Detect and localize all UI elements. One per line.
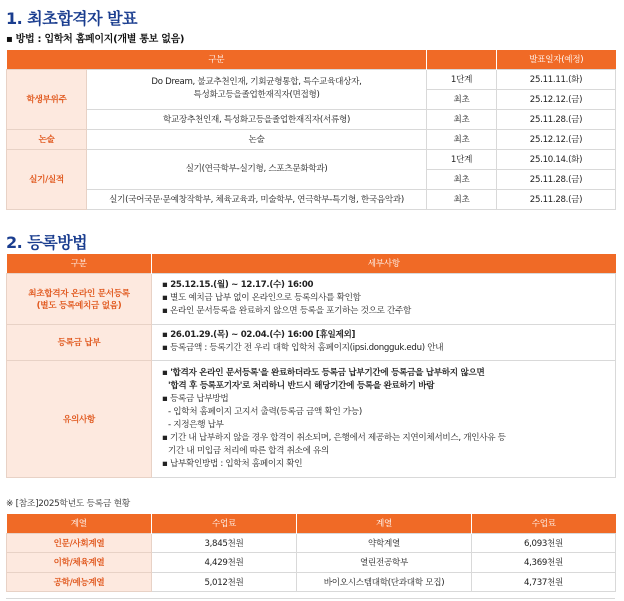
date-cell: 25.11.28.(금) (497, 109, 616, 129)
table-row (7, 149, 616, 169)
detail-line: ▪ 26.01.29.(목) ~ 02.04.(수) 16:00 [휴일제외] (162, 330, 356, 340)
registration-table (6, 254, 616, 478)
table-row (7, 129, 616, 149)
stage-cell: 최초 (427, 89, 497, 109)
date-cell: 25.11.28.(금) (497, 169, 616, 189)
field-cell: 바이오시스템대학(단과대학 모집) (297, 572, 472, 592)
fees-table (6, 514, 616, 592)
table-row (7, 553, 616, 573)
stage-cell: 최초 (427, 129, 497, 149)
detail-line: '합격 후 등록포기자'로 처리하니 반드시 해당기간에 등록을 완료하기 바람 (168, 380, 435, 391)
table-header-row (7, 254, 616, 273)
tuition-cell: 4,429천원 (152, 553, 297, 573)
tuition-cell: 3,845천원 (152, 533, 297, 553)
table-row (7, 572, 616, 592)
detail-line: 기간 내 미입금 처리에 따른 합격 취소에 유의 (168, 445, 330, 456)
tuition-cell: 4,737천원 (472, 572, 616, 592)
category-cell: 학생부위주 (7, 69, 87, 129)
date-cell: 25.11.28.(금) (497, 189, 616, 209)
date-cell: 25.10.14.(화) (497, 149, 616, 169)
table-header-row (7, 50, 616, 69)
tuition-cell: 4,369천원 (472, 553, 616, 573)
detail-line: - 입학처 홈페이지 고지서 출력(등록금 금액 확인 가능) (168, 406, 362, 417)
table-row (7, 533, 616, 553)
table-row (7, 109, 616, 129)
field-cell: 공학/예능계열 (7, 572, 152, 592)
announcement-table (6, 50, 616, 210)
header-category: 구분 (7, 254, 152, 273)
detail-line: ▪ 25.12.15.(월) ~ 12.17.(수) 16:00 (162, 280, 314, 290)
details-cell (152, 324, 616, 360)
table-row (7, 360, 616, 477)
admission-type-line: 특성화고등을졸업한재직자(면접형) (193, 90, 320, 100)
section-title-announcement: 1. 최초합격자 발표 (6, 9, 138, 28)
tuition-cell: 6,093천원 (472, 533, 616, 553)
detail-line: ▪ 온라인 문서등록을 완료하지 않으면 등록을 포기하는 것으로 간주함 (162, 306, 412, 316)
admission-type-cell: 논술 (87, 129, 427, 149)
table-row (7, 324, 616, 360)
detail-line: ▪ 별도 예치금 납부 없이 온라인으로 등록의사를 확인함 (162, 293, 361, 303)
detail-line: ▪ 기간 내 납부하지 않을 경우 합격이 취소되며, 은행에서 제공하는 지연이체서비스, 개인사유 등 (162, 432, 506, 443)
admission-type-cell (87, 69, 427, 109)
field-cell: 이학/체육계열 (7, 553, 152, 573)
stage-cell: 1단계 (427, 69, 497, 89)
admission-type-line: Do Dream, 불교추천인재, 기회균형통합, 특수교육대상자, (151, 77, 362, 87)
date-cell: 25.12.12.(금) (497, 129, 616, 149)
field-cell: 약학계열 (297, 533, 472, 553)
header-tuition: 수업료 (472, 514, 616, 533)
table-row (7, 69, 616, 89)
stage-cell: 최초 (427, 169, 497, 189)
header-category: 구분 (7, 50, 427, 69)
fees-reference-note: ※ [참조]2025학년도 등록금 현황 (6, 499, 130, 509)
category-cell (7, 273, 152, 324)
table-header-row (7, 514, 616, 533)
header-field: 계열 (7, 514, 152, 533)
date-cell: 25.11.11.(화) (497, 69, 616, 89)
details-cell (152, 360, 616, 477)
header-date: 발표일자(예정) (497, 50, 616, 69)
field-cell: 인문/사회계열 (7, 533, 152, 553)
announcement-method: ▪ 방법 : 입학처 홈페이지(개별 통보 없음) (6, 34, 185, 45)
admission-type-cell: 실기(국어국문·문예창작학부, 체육교육과, 미술학부, 연극학부-특기형, 한국음악과) (87, 189, 427, 209)
category-cell: 논술 (7, 129, 87, 149)
bottom-divider (6, 598, 615, 599)
date-cell: 25.12.12.(금) (497, 89, 616, 109)
category-line: 최초합격자 온라인 문서등록 (28, 288, 130, 299)
table-row (7, 273, 616, 324)
stage-cell: 최초 (427, 109, 497, 129)
stage-cell: 1단계 (427, 149, 497, 169)
header-details: 세부사항 (152, 254, 616, 273)
table-row (7, 189, 616, 209)
details-cell (152, 273, 616, 324)
stage-cell: 최초 (427, 189, 497, 209)
category-cell: 실기/실적 (7, 149, 87, 209)
detail-line: ▪ 등록금 납부방법 (162, 393, 229, 404)
category-line: (별도 등록예치금 없음) (36, 300, 122, 311)
section-title-registration: 2. 등록방법 (6, 233, 88, 252)
detail-line: ▪ '합격자 온라인 문서등록'을 완료하더라도 등록금 납부기간에 등록금을 납부하지 않으면 (162, 367, 485, 378)
header-field: 계열 (297, 514, 472, 533)
field-cell: 열린전공학부 (297, 553, 472, 573)
admission-type-cell: 실기(연극학부-실기형, 스포츠문화학과) (87, 149, 427, 189)
category-cell: 등록금 납부 (7, 324, 152, 360)
tuition-cell: 5,012천원 (152, 572, 297, 592)
admission-type-cell: 학교장추천인재, 특성화고등을졸업한재직자(서류형) (87, 109, 427, 129)
header-tuition: 수업료 (152, 514, 297, 533)
detail-line: - 지정은행 납부 (168, 419, 224, 430)
header-stage (427, 50, 497, 69)
detail-line: ▪ 납부확인방법 : 입학처 홈페이지 확인 (162, 458, 303, 469)
detail-line: ▪ 등록금액 : 등록기간 전 우리 대학 입학처 홈페이지(ipsi.dongguk.edu) 안내 (162, 343, 444, 353)
category-cell: 유의사항 (7, 360, 152, 477)
